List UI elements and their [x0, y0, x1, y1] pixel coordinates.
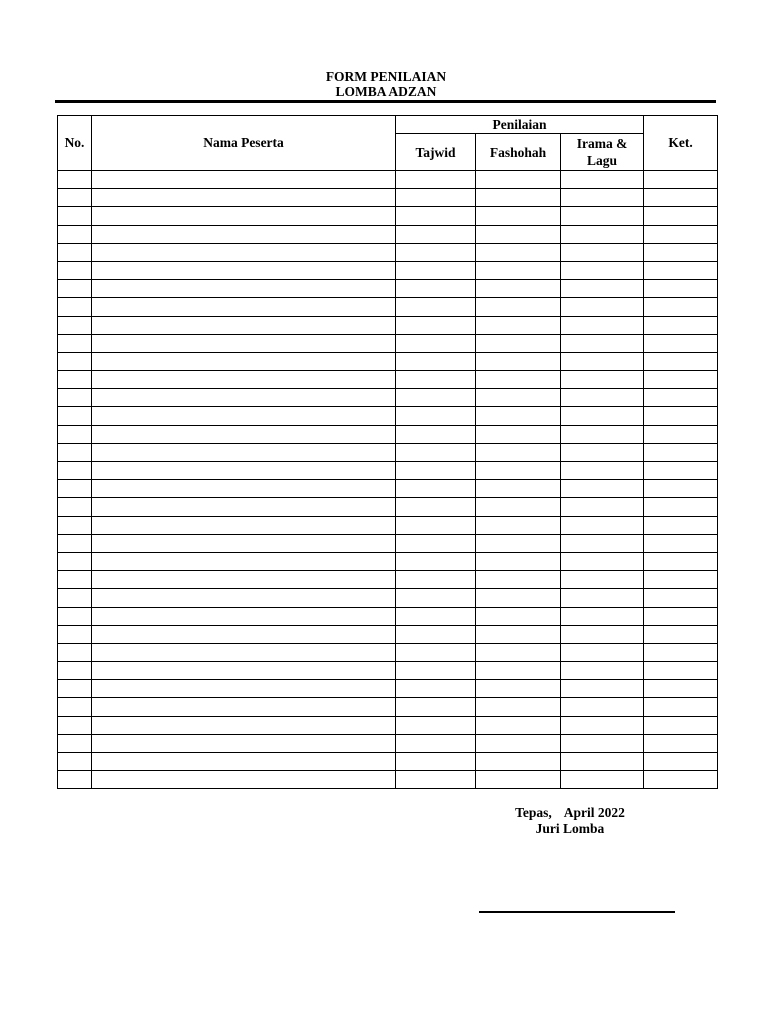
- table-cell[interactable]: [92, 334, 396, 352]
- table-row: [58, 534, 718, 552]
- table-cell[interactable]: [644, 243, 718, 261]
- table-row: [58, 207, 718, 225]
- table-cell[interactable]: [476, 625, 561, 643]
- table-cell[interactable]: [396, 189, 476, 207]
- table-cell[interactable]: [476, 716, 561, 734]
- table-cell[interactable]: [396, 516, 476, 534]
- table-cell[interactable]: [476, 443, 561, 461]
- table-cell[interactable]: [396, 371, 476, 389]
- table-cell[interactable]: [561, 425, 644, 443]
- table-cell[interactable]: [561, 280, 644, 298]
- table-cell[interactable]: [58, 662, 92, 680]
- table-cell[interactable]: [476, 734, 561, 752]
- table-cell[interactable]: [92, 225, 396, 243]
- table-cell[interactable]: [644, 371, 718, 389]
- table-cell[interactable]: [561, 243, 644, 261]
- table-cell[interactable]: [476, 371, 561, 389]
- table-cell[interactable]: [476, 607, 561, 625]
- table-cell[interactable]: [476, 462, 561, 480]
- table-cell[interactable]: [476, 243, 561, 261]
- header-tajwid: Tajwid: [396, 134, 476, 171]
- table-cell[interactable]: [561, 643, 644, 661]
- table-cell[interactable]: [58, 698, 92, 716]
- table-cell[interactable]: [644, 680, 718, 698]
- table-cell[interactable]: [92, 589, 396, 607]
- table-cell[interactable]: [92, 407, 396, 425]
- table-row: [58, 225, 718, 243]
- table-cell[interactable]: [476, 207, 561, 225]
- table-row: [58, 171, 718, 189]
- table-cell[interactable]: [396, 607, 476, 625]
- table-cell[interactable]: [644, 352, 718, 370]
- table-cell[interactable]: [644, 425, 718, 443]
- table-cell[interactable]: [561, 389, 644, 407]
- table-cell[interactable]: [561, 207, 644, 225]
- table-cell[interactable]: [92, 734, 396, 752]
- table-cell[interactable]: [644, 771, 718, 789]
- table-cell[interactable]: [396, 207, 476, 225]
- table-cell[interactable]: [561, 171, 644, 189]
- table-cell[interactable]: [644, 498, 718, 516]
- table-cell[interactable]: [58, 298, 92, 316]
- table-cell[interactable]: [561, 662, 644, 680]
- table-cell[interactable]: [396, 407, 476, 425]
- table-cell[interactable]: [58, 625, 92, 643]
- table-row: [58, 552, 718, 570]
- table-cell[interactable]: [476, 516, 561, 534]
- signature-line: [479, 911, 675, 913]
- header-fashohah: Fashohah: [476, 134, 561, 171]
- table-cell[interactable]: [644, 189, 718, 207]
- table-cell[interactable]: [396, 352, 476, 370]
- table-cell[interactable]: [396, 498, 476, 516]
- table-cell[interactable]: [58, 571, 92, 589]
- table-cell[interactable]: [92, 280, 396, 298]
- table-cell[interactable]: [644, 225, 718, 243]
- table-cell[interactable]: [396, 443, 476, 461]
- table-cell[interactable]: [396, 298, 476, 316]
- table-cell[interactable]: [561, 189, 644, 207]
- table-row: [58, 316, 718, 334]
- place-text: Tepas,: [515, 805, 552, 820]
- table-cell[interactable]: [476, 225, 561, 243]
- table-row: [58, 243, 718, 261]
- table-cell[interactable]: [476, 753, 561, 771]
- table-row: [58, 407, 718, 425]
- table-cell[interactable]: [561, 316, 644, 334]
- table-cell[interactable]: [476, 698, 561, 716]
- header-irama-lagu: [561, 134, 644, 171]
- table-cell[interactable]: [396, 698, 476, 716]
- table-cell[interactable]: [476, 480, 561, 498]
- table-cell[interactable]: [92, 298, 396, 316]
- table-cell[interactable]: [396, 753, 476, 771]
- table-row: [58, 734, 718, 752]
- table-cell[interactable]: [561, 552, 644, 570]
- title-line-1: FORM PENILAIAN: [325, 69, 447, 84]
- table-cell[interactable]: [92, 480, 396, 498]
- table-row: [58, 571, 718, 589]
- table-cell[interactable]: [396, 225, 476, 243]
- table-row: [58, 662, 718, 680]
- table-cell[interactable]: [561, 607, 644, 625]
- table-cell[interactable]: [561, 352, 644, 370]
- table-cell[interactable]: [476, 189, 561, 207]
- table-cell[interactable]: [58, 371, 92, 389]
- table-cell[interactable]: [476, 680, 561, 698]
- table-cell[interactable]: [644, 534, 718, 552]
- table-cell[interactable]: [92, 552, 396, 570]
- table-cell[interactable]: [396, 534, 476, 552]
- table-cell[interactable]: [396, 771, 476, 789]
- form-title: [56, 69, 716, 99]
- table-cell[interactable]: [561, 407, 644, 425]
- header-irama-line-2: Lagu: [587, 153, 618, 168]
- table-cell[interactable]: [561, 443, 644, 461]
- table-row: [58, 425, 718, 443]
- table-cell[interactable]: [92, 534, 396, 552]
- table-cell[interactable]: [644, 280, 718, 298]
- table-cell[interactable]: [561, 480, 644, 498]
- table-cell[interactable]: [561, 498, 644, 516]
- table-row: [58, 261, 718, 279]
- table-cell[interactable]: [644, 407, 718, 425]
- table-row: [58, 625, 718, 643]
- table-cell[interactable]: [561, 334, 644, 352]
- table-cell[interactable]: [58, 589, 92, 607]
- table-cell[interactable]: [476, 407, 561, 425]
- table-cell[interactable]: [92, 753, 396, 771]
- table-cell[interactable]: [92, 352, 396, 370]
- table-cell[interactable]: [58, 462, 92, 480]
- table-cell[interactable]: [476, 771, 561, 789]
- table-row: [58, 589, 718, 607]
- table-cell[interactable]: [644, 734, 718, 752]
- table-cell[interactable]: [476, 261, 561, 279]
- judge-role: Juri Lomba: [535, 821, 605, 836]
- table-cell[interactable]: [561, 534, 644, 552]
- table-cell[interactable]: [561, 698, 644, 716]
- table-cell[interactable]: [58, 753, 92, 771]
- table-cell[interactable]: [396, 261, 476, 279]
- table-cell[interactable]: [561, 571, 644, 589]
- table-row: [58, 680, 718, 698]
- table-cell[interactable]: [58, 389, 92, 407]
- table-cell[interactable]: [58, 534, 92, 552]
- table-cell[interactable]: [476, 389, 561, 407]
- table-row: [58, 443, 718, 461]
- table-cell[interactable]: [476, 498, 561, 516]
- table-cell[interactable]: [476, 316, 561, 334]
- table-cell[interactable]: [396, 625, 476, 643]
- table-cell[interactable]: [92, 389, 396, 407]
- table-cell[interactable]: [644, 171, 718, 189]
- table-cell[interactable]: [561, 753, 644, 771]
- table-cell[interactable]: [644, 334, 718, 352]
- table-cell[interactable]: [92, 371, 396, 389]
- table-cell[interactable]: [396, 334, 476, 352]
- title-divider: [55, 100, 716, 103]
- table-cell[interactable]: [476, 425, 561, 443]
- header-assessment-group: Penilaian: [396, 116, 644, 134]
- table-cell[interactable]: [644, 261, 718, 279]
- table-cell[interactable]: [476, 643, 561, 661]
- table-cell[interactable]: [58, 498, 92, 516]
- table-row: [58, 480, 718, 498]
- table-cell[interactable]: [561, 680, 644, 698]
- table-cell[interactable]: [561, 298, 644, 316]
- table-cell[interactable]: [476, 298, 561, 316]
- table-cell[interactable]: [58, 643, 92, 661]
- table-cell[interactable]: [92, 443, 396, 461]
- table-row: [58, 462, 718, 480]
- table-cell[interactable]: [92, 571, 396, 589]
- table-cell[interactable]: [561, 225, 644, 243]
- table-cell[interactable]: [561, 516, 644, 534]
- header-remarks: Ket.: [644, 116, 718, 171]
- table-cell[interactable]: [476, 352, 561, 370]
- table-cell[interactable]: [644, 662, 718, 680]
- table-cell[interactable]: [396, 425, 476, 443]
- table-cell[interactable]: [58, 552, 92, 570]
- place-date-line: [470, 805, 670, 821]
- table-cell[interactable]: [58, 680, 92, 698]
- table-cell[interactable]: [396, 389, 476, 407]
- table-cell[interactable]: [644, 589, 718, 607]
- table-cell[interactable]: [396, 243, 476, 261]
- table-cell[interactable]: [58, 516, 92, 534]
- table-cell[interactable]: [396, 643, 476, 661]
- table-cell[interactable]: [561, 734, 644, 752]
- table-cell[interactable]: [476, 280, 561, 298]
- table-cell[interactable]: [58, 716, 92, 734]
- table-cell[interactable]: [644, 480, 718, 498]
- table-cell[interactable]: [58, 425, 92, 443]
- table-cell[interactable]: [476, 571, 561, 589]
- table-cell[interactable]: [58, 243, 92, 261]
- table-cell[interactable]: [644, 753, 718, 771]
- table-cell[interactable]: [58, 334, 92, 352]
- table-cell[interactable]: [644, 625, 718, 643]
- table-row: [58, 716, 718, 734]
- table-cell[interactable]: [58, 443, 92, 461]
- table-row: [58, 334, 718, 352]
- table-cell[interactable]: [58, 480, 92, 498]
- table-cell[interactable]: [561, 589, 644, 607]
- table-cell[interactable]: [92, 662, 396, 680]
- table-cell[interactable]: [476, 171, 561, 189]
- table-cell[interactable]: [92, 498, 396, 516]
- header-no: No.: [58, 116, 92, 171]
- table-cell[interactable]: [561, 462, 644, 480]
- table-cell[interactable]: [396, 571, 476, 589]
- table-cell[interactable]: [92, 316, 396, 334]
- table-cell[interactable]: [644, 316, 718, 334]
- table-cell[interactable]: [92, 425, 396, 443]
- table-cell[interactable]: [644, 516, 718, 534]
- table-cell[interactable]: [396, 716, 476, 734]
- table-cell[interactable]: [561, 716, 644, 734]
- table-cell[interactable]: [58, 607, 92, 625]
- table-row: [58, 371, 718, 389]
- table-cell[interactable]: [58, 352, 92, 370]
- table-cell[interactable]: [644, 462, 718, 480]
- table-cell[interactable]: [644, 207, 718, 225]
- table-cell[interactable]: [396, 662, 476, 680]
- table-cell[interactable]: [58, 407, 92, 425]
- table-cell[interactable]: [396, 552, 476, 570]
- table-cell[interactable]: [396, 462, 476, 480]
- table-cell[interactable]: [396, 171, 476, 189]
- table-cell[interactable]: [644, 607, 718, 625]
- table-cell[interactable]: [396, 734, 476, 752]
- table-cell[interactable]: [476, 534, 561, 552]
- table-cell[interactable]: [58, 316, 92, 334]
- table-row: [58, 280, 718, 298]
- table-cell[interactable]: [92, 243, 396, 261]
- table-body: [58, 171, 718, 789]
- table-cell[interactable]: [476, 662, 561, 680]
- date-text: April 2022: [563, 805, 625, 820]
- table-cell[interactable]: [476, 589, 561, 607]
- table-cell[interactable]: [58, 189, 92, 207]
- header-participant-name: Nama Peserta: [92, 116, 396, 171]
- table-cell[interactable]: [92, 643, 396, 661]
- table-cell[interactable]: [92, 698, 396, 716]
- table-row: [58, 298, 718, 316]
- header-irama-line-1: Irama &: [576, 136, 628, 151]
- table-row: [58, 498, 718, 516]
- table-cell[interactable]: [92, 625, 396, 643]
- table-cell[interactable]: [644, 552, 718, 570]
- table-cell[interactable]: [58, 771, 92, 789]
- table-cell[interactable]: [396, 589, 476, 607]
- table-cell[interactable]: [58, 225, 92, 243]
- table-cell[interactable]: [644, 643, 718, 661]
- table-cell[interactable]: [92, 261, 396, 279]
- table-cell[interactable]: [644, 716, 718, 734]
- table-cell[interactable]: [644, 571, 718, 589]
- table-row: [58, 352, 718, 370]
- table-row: [58, 771, 718, 789]
- table-cell[interactable]: [561, 261, 644, 279]
- table-cell[interactable]: [561, 625, 644, 643]
- table-cell[interactable]: [92, 171, 396, 189]
- table-cell[interactable]: [644, 298, 718, 316]
- table-cell[interactable]: [476, 334, 561, 352]
- table-cell[interactable]: [92, 680, 396, 698]
- table-cell[interactable]: [58, 171, 92, 189]
- table-cell[interactable]: [92, 189, 396, 207]
- table-row: [58, 607, 718, 625]
- table-cell[interactable]: [396, 316, 476, 334]
- table-row: [58, 389, 718, 407]
- table-cell[interactable]: [58, 280, 92, 298]
- table-cell[interactable]: [92, 516, 396, 534]
- table-cell[interactable]: [58, 261, 92, 279]
- table-cell[interactable]: [396, 280, 476, 298]
- signature-block: [470, 805, 670, 837]
- table-cell[interactable]: [561, 371, 644, 389]
- assessment-table: [57, 115, 718, 789]
- table-cell[interactable]: [92, 771, 396, 789]
- table-cell[interactable]: [92, 207, 396, 225]
- table-row: [58, 698, 718, 716]
- title-line-2: LOMBA ADZAN: [335, 84, 437, 99]
- table-row: [58, 753, 718, 771]
- table-cell[interactable]: [644, 389, 718, 407]
- table-cell[interactable]: [396, 480, 476, 498]
- table-cell[interactable]: [644, 443, 718, 461]
- table-cell[interactable]: [92, 607, 396, 625]
- table-cell[interactable]: [644, 698, 718, 716]
- table-cell[interactable]: [58, 734, 92, 752]
- table-cell[interactable]: [92, 462, 396, 480]
- table-cell[interactable]: [92, 716, 396, 734]
- table-row: [58, 189, 718, 207]
- table-cell[interactable]: [561, 771, 644, 789]
- table-cell[interactable]: [58, 207, 92, 225]
- table-row: [58, 643, 718, 661]
- table-cell[interactable]: [476, 552, 561, 570]
- table-cell[interactable]: [396, 680, 476, 698]
- table-row: [58, 516, 718, 534]
